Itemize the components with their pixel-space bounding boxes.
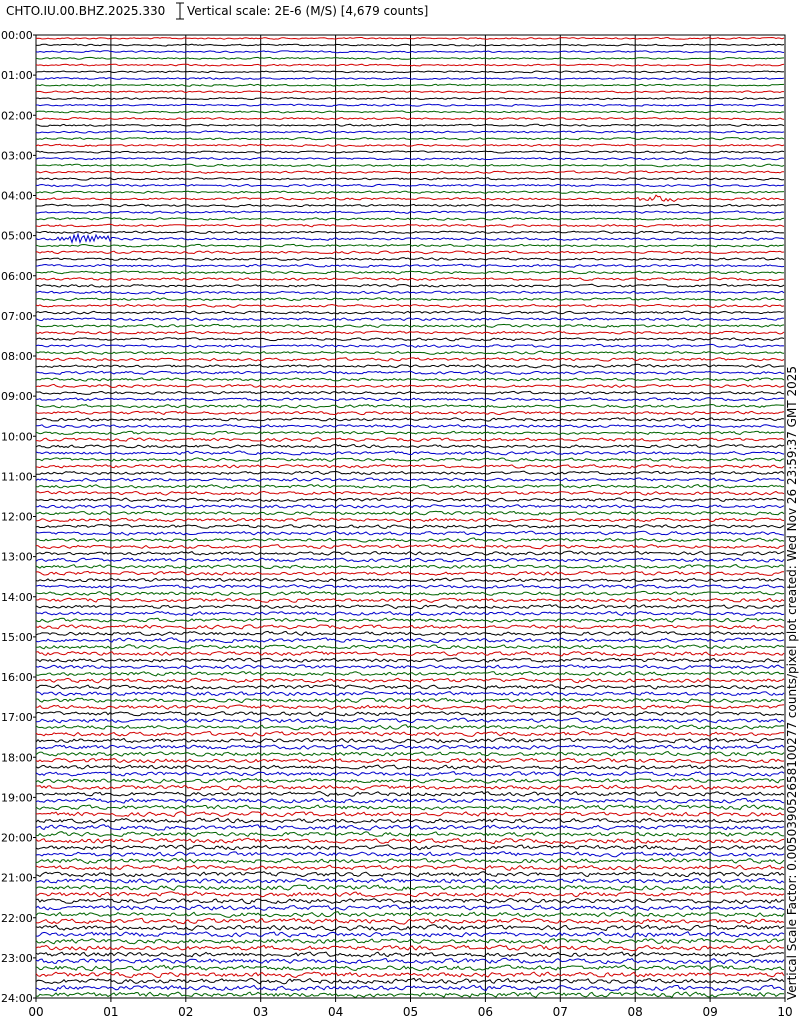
x-tick-label: 01: [103, 1005, 119, 1019]
y-tick-label: 00:00: [1, 29, 33, 42]
y-tick-label: 04:00: [1, 189, 33, 203]
y-tick-label: 15:00: [1, 630, 33, 644]
x-tick-label: 00: [28, 1005, 44, 1019]
y-tick-label: 03:00: [1, 149, 33, 163]
x-tick-label: 10: [777, 1005, 793, 1019]
y-tick-label: 20:00: [1, 831, 33, 845]
scale-bar-icon: [176, 3, 184, 19]
y-tick-label: 01:00: [1, 69, 33, 83]
y-tick-label: 02:00: [1, 109, 33, 123]
x-axis-labels: [28, 998, 792, 1019]
y-tick-label: 08:00: [1, 350, 33, 363]
scale-factor-label: Vertical Scale Factor: 0.005039052658100277 counts/pixel plot created: Wed Nov 26 23:59:37 GMT 2025: [785, 366, 799, 1000]
y-axis-labels: [1, 29, 36, 1005]
x-tick-label: 07: [552, 1005, 568, 1019]
y-tick-label: 07:00: [1, 309, 33, 323]
y-tick-label: 06:00: [1, 269, 33, 283]
x-tick-label: 09: [702, 1005, 718, 1019]
y-tick-label: 09:00: [1, 390, 33, 404]
y-tick-label: 22:00: [1, 911, 33, 925]
y-tick-label: 13:00: [1, 550, 33, 564]
x-tick-label: 02: [178, 1005, 194, 1019]
x-tick-label: 04: [327, 1005, 344, 1019]
y-tick-label: 23:00: [1, 951, 33, 965]
y-tick-label: 12:00: [1, 510, 33, 524]
y-tick-label: 24:00: [1, 992, 33, 1005]
y-tick-label: 17:00: [1, 711, 33, 725]
x-tick-label: 03: [253, 1005, 269, 1019]
y-tick-label: 21:00: [1, 871, 33, 885]
x-tick-label: 08: [627, 1005, 643, 1019]
x-tick-label: 06: [477, 1005, 494, 1019]
y-tick-label: 18:00: [1, 751, 33, 765]
y-tick-label: 10:00: [1, 430, 33, 444]
x-tick-label: 05: [402, 1005, 419, 1019]
station-title: CHTO.IU.00.BHZ.2025.330: [6, 4, 166, 18]
vertical-scale-label: Vertical scale: 2E-6 (M/S) [4,679 counts]: [187, 4, 429, 18]
y-tick-label: 14:00: [1, 590, 33, 604]
y-tick-label: 11:00: [1, 470, 33, 484]
y-tick-label: 05:00: [1, 229, 33, 243]
y-tick-label: 16:00: [1, 671, 33, 684]
y-tick-label: 19:00: [1, 791, 33, 805]
